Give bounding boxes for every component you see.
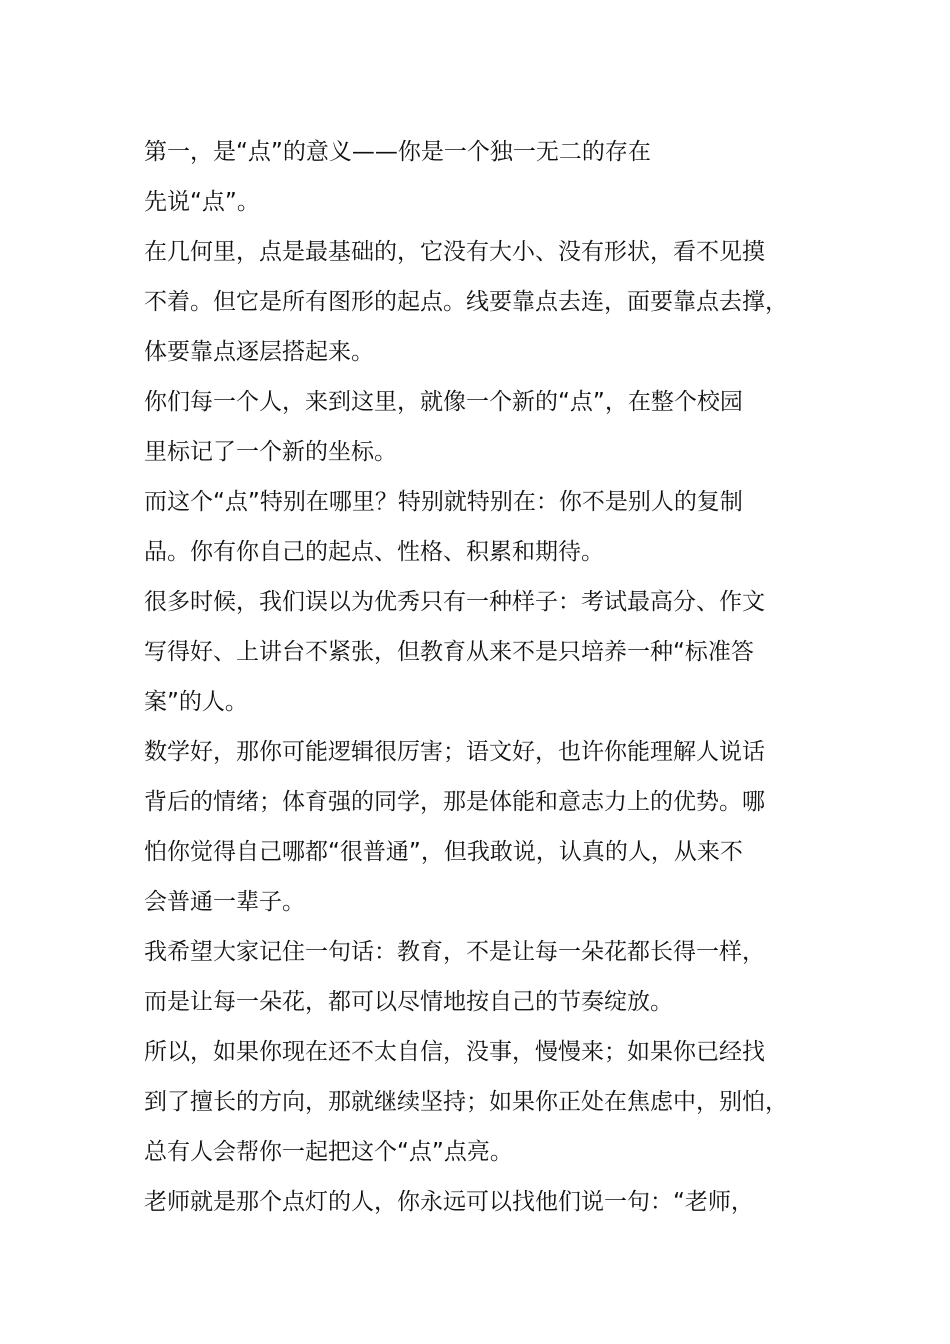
text-line: 数学好，那你可能逻辑很厉害；语文好，也许你能理解人说话: [144, 739, 765, 765]
text-line: 所以，如果你现在还不太自信，没事，慢慢来；如果你已经找: [144, 1039, 765, 1065]
document-body: [144, 127, 834, 1227]
text-line: 体要靠点逐层搭起来。: [144, 339, 374, 365]
text-line: 背后的情绪；体育强的同学，那是体能和意志力上的优势。哪: [144, 789, 765, 815]
text-line: 到了擅长的方向，那就继续坚持；如果你正处在焦虑中，别怕，: [144, 1089, 788, 1115]
text-line: 品。你有你自己的起点、性格、积累和期待。: [144, 539, 604, 565]
text-line: 不着。但它是所有图形的起点。线要靠点去连，面要靠点去撑，: [144, 289, 788, 315]
text-line: 怕你觉得自己哪都“很普通”，但我敢说，认真的人，从来不: [144, 839, 743, 865]
section-heading: 第一，是“点”的意义——你是一个独一无二的存在: [144, 139, 651, 165]
text-line: 而是让每一朵花，都可以尽情地按自己的节奏绽放。: [144, 989, 673, 1015]
text-line: 在几何里，点是最基础的，它没有大小、没有形状，看不见摸: [144, 239, 765, 265]
text-line: 而这个“点”特别在哪里？特别就特别在：你不是别人的复制: [144, 489, 743, 515]
text-line: 写得好、上讲台不紧张，但教育从来不是只培养一种“标准答: [144, 639, 754, 665]
text-line: 案”的人。: [144, 689, 248, 715]
text-line: 你们每一个人，来到这里，就像一个新的“点”，在整个校园: [144, 389, 743, 415]
text-line: 我希望大家记住一句话：教育，不是让每一朵花都长得一样，: [144, 939, 765, 965]
text-line: 老师就是那个点灯的人，你永远可以找他们说一句：“老师，: [144, 1189, 754, 1215]
text-line: 里标记了一个新的坐标。: [144, 439, 397, 465]
text-line: 会普通一辈子。: [144, 889, 305, 915]
text-line: 很多时候，我们误以为优秀只有一种样子：考试最高分、作文: [144, 589, 765, 615]
text-line: 总有人会帮你一起把这个“点”点亮。: [144, 1139, 513, 1165]
text-line: 先说“点”。: [144, 189, 260, 215]
